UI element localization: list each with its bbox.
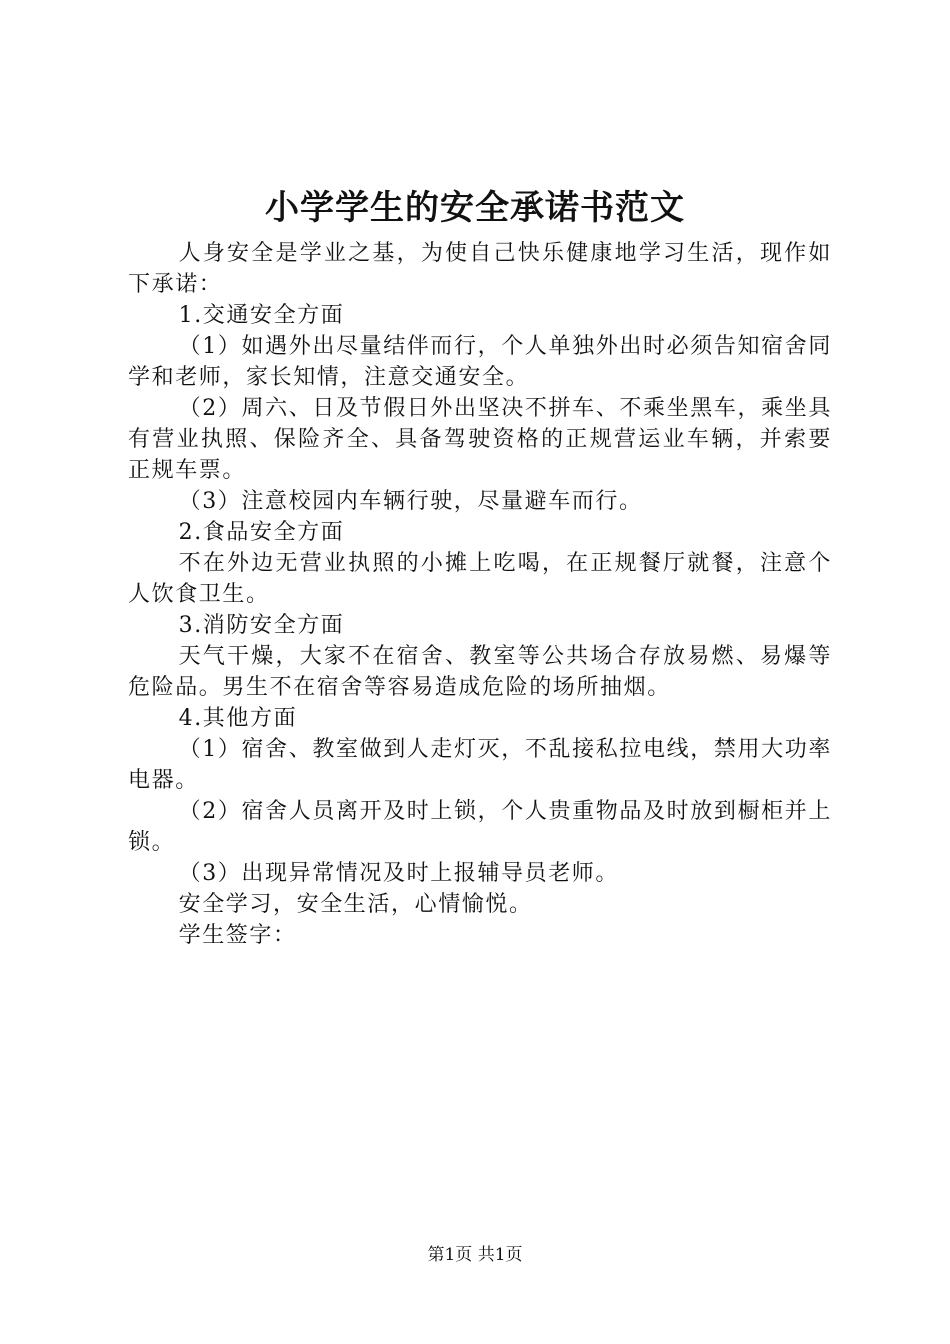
section-heading-fire: 3.消防安全方面: [178, 613, 345, 638]
paragraph-traffic-1: （1）如遇外出尽量结伴而行，个人单独外出时必须告知宿舍同学和老师，家长知情，注意交通安全。: [128, 334, 832, 390]
section-heading-other: 4.其他方面: [178, 706, 298, 731]
student-signature-label: 学生签字：: [178, 923, 297, 948]
page-footer: 第1页 共1页: [427, 1245, 523, 1265]
document-body: [128, 238, 832, 951]
paragraph-traffic-3: （3）注意校园内车辆行驶，尽量避车而行。: [178, 489, 643, 514]
section-heading-traffic: 1.交通安全方面: [178, 303, 345, 328]
paragraph-closing: 安全学习，安全生活，心情愉悦。: [178, 892, 533, 917]
paragraph-fire: 天气干燥，大家不在宿舍、教室等公共场合存放易燃、易爆等危险品。男生不在宿舍等容易造成危险的场所抽烟。: [128, 644, 832, 700]
paragraph-intro: 人身安全是学业之基，为使自己快乐健康地学习生活，现作如下承诺：: [128, 241, 832, 297]
paragraph-other-3: （3）出现异常情况及时上报辅导员老师。: [178, 861, 619, 886]
paragraph-other-1: （1）宿舍、教室做到人走灯灭，不乱接私拉电线，禁用大功率电器。: [128, 737, 832, 793]
paragraph-traffic-2: （2）周六、日及节假日外出坚决不拼车、不乘坐黑车，乘坐具有营业执照、保险齐全、具备驾驶资格的正规营运业车辆，并索要正规车票。: [128, 396, 832, 483]
paragraph-other-2: （2）宿舍人员离开及时上锁，个人贵重物品及时放到橱柜并上锁。: [128, 799, 832, 855]
paragraph-food: 不在外边无营业执照的小摊上吃喝，在正规餐厅就餐，注意个人饮食卫生。: [128, 551, 832, 607]
document-title: 小学学生的安全承诺书范文: [265, 188, 685, 228]
section-heading-food: 2.食品安全方面: [178, 520, 345, 545]
